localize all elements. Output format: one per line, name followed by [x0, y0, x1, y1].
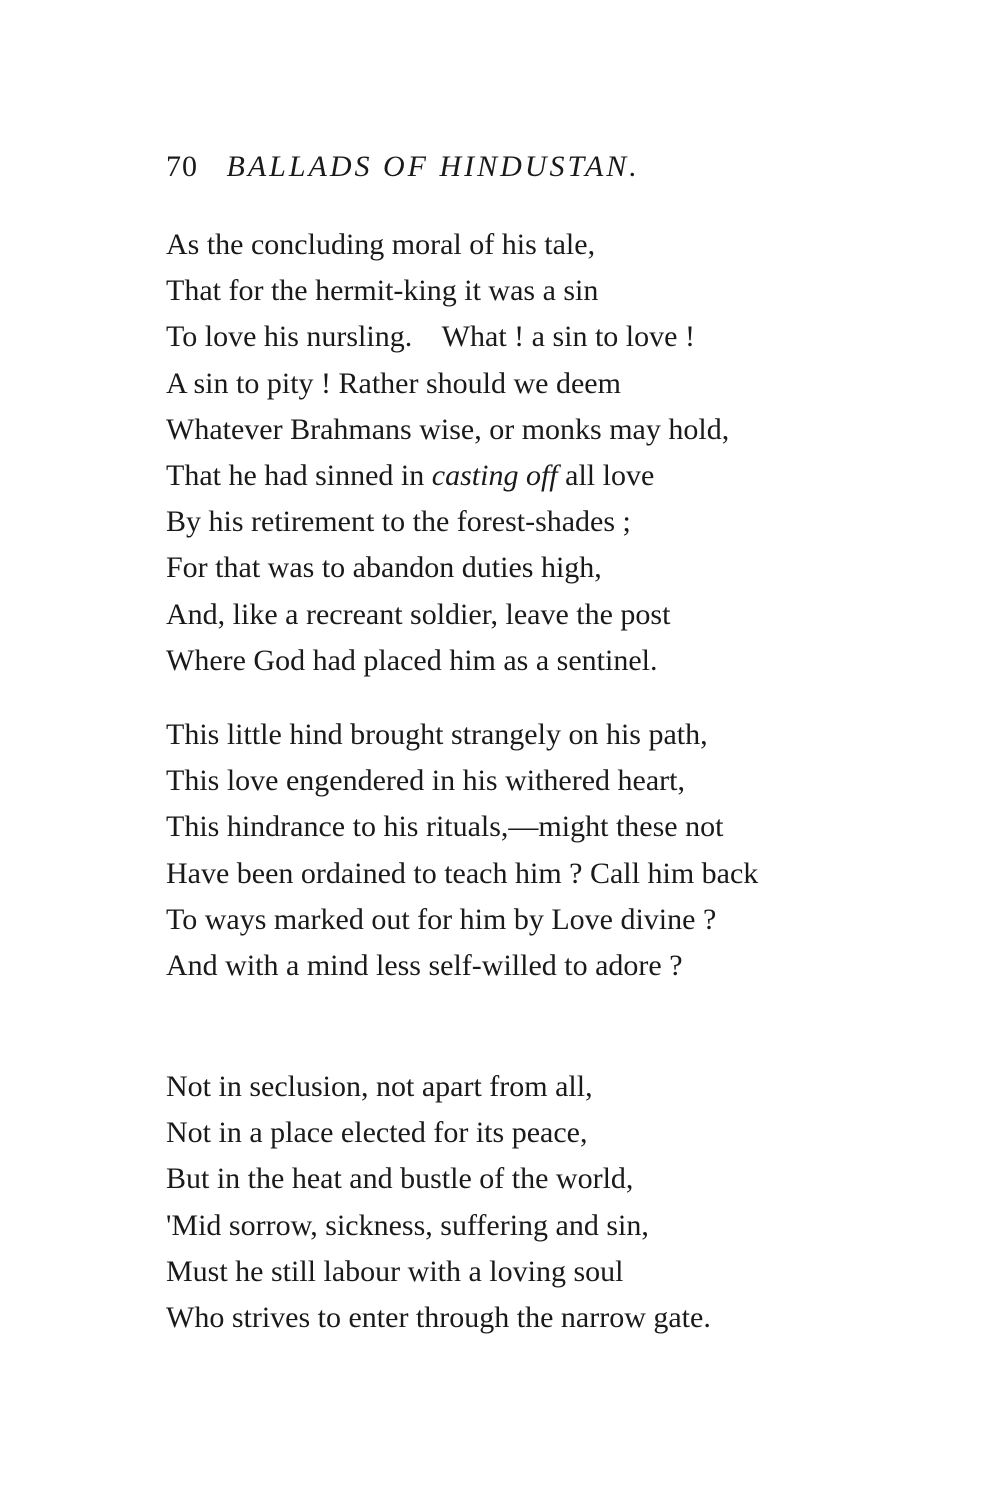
verse-line: Have been ordained to teach him ? Call him back	[166, 856, 759, 890]
verse-text: That he had sinned in	[166, 458, 432, 492]
verse-line: Must he still labour with a loving soul	[166, 1254, 624, 1288]
book-title: BALLADS OF HINDUSTAN.	[226, 150, 640, 183]
verse-line: But in the heat and bustle of the world,	[166, 1162, 634, 1196]
stanza-1	[166, 222, 866, 684]
verse-line: And, like a recreant soldier, leave the post	[166, 597, 671, 631]
verse-line: As the concluding moral of his tale,	[166, 228, 596, 261]
stanza-3	[166, 1064, 866, 1341]
verse-line: Who strives to enter through the narrow gate.	[166, 1300, 711, 1334]
verse-line: And with a mind less self-willed to adore ?	[166, 948, 683, 982]
running-head	[166, 150, 640, 184]
verse-line: This love engendered in his withered heart,	[166, 764, 685, 798]
verse-line: Whatever Brahmans wise, or monks may hold,	[166, 412, 730, 446]
page-number: 70	[166, 150, 198, 183]
verse-line: Not in seclusion, not apart from all,	[166, 1070, 593, 1103]
verse-line: For that was to abandon duties high,	[166, 551, 602, 585]
verse-line-with-emphasis	[166, 453, 866, 499]
verse-line: This hindrance to his rituals,—might these not	[166, 810, 724, 844]
verse-line: 'Mid sorrow, sickness, suffering and sin,	[166, 1208, 649, 1242]
verse-line: This little hind brought strangely on his path,	[166, 718, 708, 751]
emphasized-phrase: casting off	[431, 458, 558, 492]
verse-line: To love his nursling. What ! a sin to love !	[166, 320, 695, 354]
verse-text: all love	[557, 458, 655, 492]
stanza-2	[166, 712, 866, 989]
verse-line: To ways marked out for him by Love divine ?	[166, 902, 717, 936]
verse-line: A sin to pity ! Rather should we deem	[166, 366, 621, 400]
verse-line: Where God had placed him as a sentinel.	[166, 643, 658, 677]
verse-line: By his retirement to the forest-shades ;	[166, 505, 631, 539]
verse-line: That for the hermit-king it was a sin	[166, 274, 599, 308]
verse-line: Not in a place elected for its peace,	[166, 1116, 588, 1150]
